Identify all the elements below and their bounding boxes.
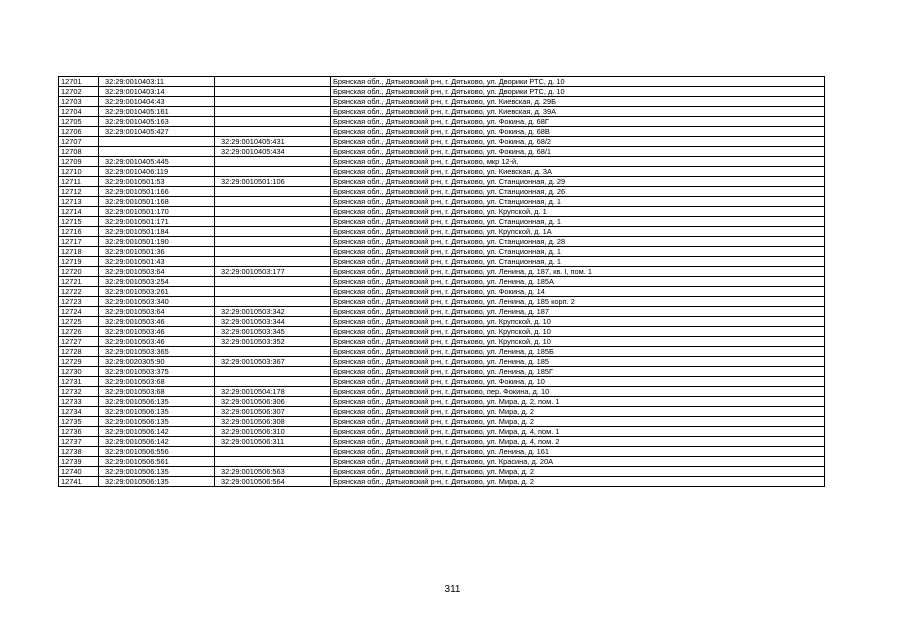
linked-cadastral-number-cell: 32:29:0010405:431 (215, 137, 331, 147)
address-cell: Брянская обл., Дятьковский р-н, г. Дятьково, ул. Дворики РТС, д. 10 (331, 87, 825, 97)
linked-cadastral-number-cell (215, 457, 331, 467)
table-row (59, 207, 825, 217)
row-number-cell: 12722 (59, 287, 99, 297)
row-number-cell: 12703 (59, 97, 99, 107)
address-cell: Брянская обл., Дятьковский р-н, г. Дятьково, ул. Дворики РТС, д. 10 (331, 77, 825, 87)
address-cell: Брянская обл., Дятьковский р-н, г. Дятьково, ул. Фокина, д. 68/2 (331, 137, 825, 147)
cadastral-number-cell: 32:29:0010406:119 (99, 167, 215, 177)
address-cell: Брянская обл., Дятьковский р-н, г. Дятьково, ул. Мира, д. 2 (331, 407, 825, 417)
table-row (59, 197, 825, 207)
linked-cadastral-number-cell: 32:29:0010503:352 (215, 337, 331, 347)
linked-cadastral-number-cell (215, 117, 331, 127)
cadastral-number-cell: 32:29:0010503:46 (99, 337, 215, 347)
table-row (59, 297, 825, 307)
registry-table (58, 76, 825, 487)
address-cell: Брянская обл., Дятьковский р-н, г. Дятьково, ул. Крупской, д. 1 (331, 207, 825, 217)
row-number-cell: 12741 (59, 477, 99, 487)
row-number-cell: 12711 (59, 177, 99, 187)
row-number-cell: 12721 (59, 277, 99, 287)
linked-cadastral-number-cell: 32:29:0010506:306 (215, 397, 331, 407)
table-row (59, 337, 825, 347)
table-row (59, 277, 825, 287)
cadastral-number-cell: 32:29:0010506:135 (99, 407, 215, 417)
cadastral-number-cell: 32:29:0010506:561 (99, 457, 215, 467)
table-row (59, 477, 825, 487)
cadastral-number-cell: 32:29:0010503:64 (99, 267, 215, 277)
linked-cadastral-number-cell: 32:29:0010506:310 (215, 427, 331, 437)
linked-cadastral-number-cell (215, 107, 331, 117)
linked-cadastral-number-cell: 32:29:0010405:434 (215, 147, 331, 157)
cadastral-number-cell: 32:29:0010506:135 (99, 477, 215, 487)
linked-cadastral-number-cell (215, 157, 331, 167)
table-row (59, 227, 825, 237)
address-cell: Брянская обл., Дятьковский р-н, г. Дятьково, ул. Станционная, д. 28 (331, 237, 825, 247)
row-number-cell: 12713 (59, 197, 99, 207)
address-cell: Брянская обл., Дятьковский р-н, г. Дятьково, ул. Ленина, д. 185Б (331, 347, 825, 357)
linked-cadastral-number-cell: 32:29:0010503:177 (215, 267, 331, 277)
cadastral-number-cell: 32:29:0010403:11 (99, 77, 215, 87)
address-cell: Брянская обл., Дятьковский р-н, г. Дятьково, ул. Станционная, д. 1 (331, 257, 825, 267)
linked-cadastral-number-cell (215, 347, 331, 357)
address-cell: Брянская обл., Дятьковский р-н, г. Дятьково, ул. Ленина, д. 185А (331, 277, 825, 287)
cadastral-number-cell: 32:29:0010503:64 (99, 307, 215, 317)
cadastral-number-cell (99, 137, 215, 147)
row-number-cell: 12708 (59, 147, 99, 157)
linked-cadastral-number-cell: 32:29:0010506:311 (215, 437, 331, 447)
address-cell: Брянская обл., Дятьковский р-н, г. Дятьково, ул. Фокина, д. 10 (331, 377, 825, 387)
row-number-cell: 12723 (59, 297, 99, 307)
cadastral-number-cell: 32:29:0010405:445 (99, 157, 215, 167)
row-number-cell: 12732 (59, 387, 99, 397)
cadastral-number-cell: 32:29:0010506:142 (99, 437, 215, 447)
linked-cadastral-number-cell (215, 377, 331, 387)
address-cell: Брянская обл., Дятьковский р-н, г. Дятьково, ул. Станционная, д. 1 (331, 197, 825, 207)
linked-cadastral-number-cell (215, 77, 331, 87)
cadastral-number-cell: 32:29:0010404:43 (99, 97, 215, 107)
cadastral-number-cell: 32:29:0010405:161 (99, 107, 215, 117)
linked-cadastral-number-cell (215, 257, 331, 267)
cadastral-number-cell: 32:29:0010501:36 (99, 247, 215, 257)
linked-cadastral-number-cell: 32:29:0010506:307 (215, 407, 331, 417)
linked-cadastral-number-cell (215, 127, 331, 137)
row-number-cell: 12706 (59, 127, 99, 137)
page-number: 311 (444, 584, 461, 595)
row-number-cell: 12737 (59, 437, 99, 447)
linked-cadastral-number-cell (215, 227, 331, 237)
table-row (59, 347, 825, 357)
address-cell: Брянская обл., Дятьковский р-н, г. Дятьково, ул. Ленина, д. 187, кв. I, пом. 1 (331, 267, 825, 277)
row-number-cell: 12729 (59, 357, 99, 367)
table-row (59, 247, 825, 257)
row-number-cell: 12705 (59, 117, 99, 127)
row-number-cell: 12717 (59, 237, 99, 247)
table-row (59, 77, 825, 87)
address-cell: Брянская обл., Дятьковский р-н, г. Дятьково, ул. Крупской, д. 1А (331, 227, 825, 237)
linked-cadastral-number-cell (215, 237, 331, 247)
linked-cadastral-number-cell (215, 287, 331, 297)
cadastral-number-cell: 32:29:0020305:90 (99, 357, 215, 367)
table-row (59, 177, 825, 187)
cadastral-number-cell: 32:29:0010506:556 (99, 447, 215, 457)
cadastral-number-cell: 32:29:0010503:46 (99, 317, 215, 327)
table-row (59, 437, 825, 447)
cadastral-number-cell: 32:29:0010506:135 (99, 397, 215, 407)
cadastral-number-cell: 32:29:0010506:142 (99, 427, 215, 437)
address-cell: Брянская обл., Дятьковский р-н, г. Дятьково, ул. Мира, д. 2 (331, 417, 825, 427)
linked-cadastral-number-cell: 32:29:0010504:178 (215, 387, 331, 397)
linked-cadastral-number-cell (215, 247, 331, 257)
row-number-cell: 12710 (59, 167, 99, 177)
cadastral-number-cell: 32:29:0010403:14 (99, 87, 215, 97)
table-row (59, 137, 825, 147)
registry-table-body (59, 77, 825, 487)
address-cell: Брянская обл., Дятьковский р-н, г. Дятьково, ул. Ленина, д. 185 (331, 357, 825, 367)
address-cell: Брянская обл., Дятьковский р-н, г. Дятьково, ул. Мира, д. 2, пом. 1 (331, 397, 825, 407)
cadastral-number-cell: 32:29:0010503:375 (99, 367, 215, 377)
row-number-cell: 12712 (59, 187, 99, 197)
table-row (59, 237, 825, 247)
address-cell: Брянская обл., Дятьковский р-н, г. Дятьково, ул. Киевская, д. 39А (331, 107, 825, 117)
row-number-cell: 12719 (59, 257, 99, 267)
linked-cadastral-number-cell: 32:29:0010503:367 (215, 357, 331, 367)
table-row (59, 147, 825, 157)
address-cell: Брянская обл., Дятьковский р-н, г. Дятьково, ул. Фокина, д. 68Г (331, 117, 825, 127)
address-cell: Брянская обл., Дятьковский р-н, г. Дятьково, ул. Мира, д. 4, пом. 2 (331, 437, 825, 447)
table-row (59, 397, 825, 407)
linked-cadastral-number-cell (215, 277, 331, 287)
table-row (59, 357, 825, 367)
linked-cadastral-number-cell: 32:29:0010503:344 (215, 317, 331, 327)
table-row (59, 107, 825, 117)
address-cell: Брянская обл., Дятьковский р-н, г. Дятьково, ул. Крупской, д. 10 (331, 317, 825, 327)
row-number-cell: 12716 (59, 227, 99, 237)
address-cell: Брянская обл., Дятьковский р-н, г. Дятьково, ул. Красина, д. 20А (331, 457, 825, 467)
address-cell: Брянская обл., Дятьковский р-н, г. Дятьково, ул. Фокина, д. 14 (331, 287, 825, 297)
linked-cadastral-number-cell (215, 197, 331, 207)
table-row (59, 187, 825, 197)
address-cell: Брянская обл., Дятьковский р-н, г. Дятьково, пер. Фокина, д. 10 (331, 387, 825, 397)
table-row (59, 467, 825, 477)
table-row (59, 447, 825, 457)
row-number-cell: 12740 (59, 467, 99, 477)
cadastral-number-cell: 32:29:0010405:427 (99, 127, 215, 137)
table-row (59, 327, 825, 337)
cadastral-number-cell: 32:29:0010501:171 (99, 217, 215, 227)
linked-cadastral-number-cell (215, 87, 331, 97)
row-number-cell: 12736 (59, 427, 99, 437)
address-cell: Брянская обл., Дятьковский р-н, г. Дятьково, ул. Станционная, д. 26 (331, 187, 825, 197)
table-row (59, 217, 825, 227)
row-number-cell: 12734 (59, 407, 99, 417)
row-number-cell: 12725 (59, 317, 99, 327)
row-number-cell: 12718 (59, 247, 99, 257)
linked-cadastral-number-cell (215, 167, 331, 177)
linked-cadastral-number-cell: 32:29:0010501:106 (215, 177, 331, 187)
row-number-cell: 12704 (59, 107, 99, 117)
cadastral-number-cell: 32:29:0010506:135 (99, 417, 215, 427)
row-number-cell: 12707 (59, 137, 99, 147)
table-row (59, 257, 825, 267)
cadastral-number-cell: 32:29:0010503:261 (99, 287, 215, 297)
cadastral-number-cell: 32:29:0010503:46 (99, 327, 215, 337)
linked-cadastral-number-cell (215, 297, 331, 307)
table-row (59, 267, 825, 277)
table-row (59, 127, 825, 137)
cadastral-number-cell: 32:29:0010501:168 (99, 197, 215, 207)
address-cell: Брянская обл., Дятьковский р-н, г. Дятьково, ул. Станционная, д. 29 (331, 177, 825, 187)
table-row (59, 117, 825, 127)
cadastral-number-cell: 32:29:0010501:43 (99, 257, 215, 267)
row-number-cell: 12724 (59, 307, 99, 317)
row-number-cell: 12709 (59, 157, 99, 167)
table-row (59, 387, 825, 397)
cadastral-number-cell (99, 147, 215, 157)
row-number-cell: 12731 (59, 377, 99, 387)
table-row (59, 457, 825, 467)
linked-cadastral-number-cell (215, 447, 331, 457)
linked-cadastral-number-cell (215, 217, 331, 227)
row-number-cell: 12728 (59, 347, 99, 357)
table-row (59, 87, 825, 97)
table-row (59, 407, 825, 417)
cadastral-number-cell: 32:29:0010503:365 (99, 347, 215, 357)
cadastral-number-cell: 32:29:0010503:68 (99, 377, 215, 387)
address-cell: Брянская обл., Дятьковский р-н, г. Дятьково, ул. Киевская, д. 3А (331, 167, 825, 177)
linked-cadastral-number-cell: 32:29:0010506:564 (215, 477, 331, 487)
linked-cadastral-number-cell: 32:29:0010503:345 (215, 327, 331, 337)
cadastral-number-cell: 32:29:0010506:135 (99, 467, 215, 477)
row-number-cell: 12735 (59, 417, 99, 427)
table-row (59, 97, 825, 107)
table-row (59, 367, 825, 377)
address-cell: Брянская обл., Дятьковский р-н, г. Дятьково, ул. Крупской, д. 10 (331, 337, 825, 347)
table-row (59, 377, 825, 387)
address-cell: Брянская обл., Дятьковский р-н, г. Дятьково, мкр 12-й, (331, 157, 825, 167)
address-cell: Брянская обл., Дятьковский р-н, г. Дятьково, ул. Ленина, д. 185Г (331, 367, 825, 377)
table-row (59, 167, 825, 177)
linked-cadastral-number-cell: 32:29:0010503:342 (215, 307, 331, 317)
cadastral-number-cell: 32:29:0010503:254 (99, 277, 215, 287)
cadastral-number-cell: 32:29:0010501:53 (99, 177, 215, 187)
row-number-cell: 12727 (59, 337, 99, 347)
table-row (59, 427, 825, 437)
row-number-cell: 12726 (59, 327, 99, 337)
linked-cadastral-number-cell: 32:29:0010506:308 (215, 417, 331, 427)
table-row (59, 417, 825, 427)
cadastral-number-cell: 32:29:0010501:170 (99, 207, 215, 217)
row-number-cell: 12739 (59, 457, 99, 467)
cadastral-number-cell: 32:29:0010503:340 (99, 297, 215, 307)
row-number-cell: 12715 (59, 217, 99, 227)
row-number-cell: 12701 (59, 77, 99, 87)
row-number-cell: 12730 (59, 367, 99, 377)
table-row (59, 307, 825, 317)
table-row (59, 287, 825, 297)
address-cell: Брянская обл., Дятьковский р-н, г. Дятьково, ул. Киевская, д. 29Б (331, 97, 825, 107)
cadastral-number-cell: 32:29:0010501:166 (99, 187, 215, 197)
linked-cadastral-number-cell (215, 367, 331, 377)
address-cell: Брянская обл., Дятьковский р-н, г. Дятьково, ул. Ленина, д. 161 (331, 447, 825, 457)
row-number-cell: 12733 (59, 397, 99, 407)
linked-cadastral-number-cell: 32:29:0010506:563 (215, 467, 331, 477)
row-number-cell: 12738 (59, 447, 99, 457)
cadastral-number-cell: 32:29:0010503:68 (99, 387, 215, 397)
table-row (59, 157, 825, 167)
cadastral-number-cell: 32:29:0010501:190 (99, 237, 215, 247)
linked-cadastral-number-cell (215, 207, 331, 217)
cadastral-number-cell: 32:29:0010405:163 (99, 117, 215, 127)
address-cell: Брянская обл., Дятьковский р-н, г. Дятьково, ул. Мира, д. 2 (331, 477, 825, 487)
address-cell: Брянская обл., Дятьковский р-н, г. Дятьково, ул. Ленина, д. 185 корп. 2 (331, 297, 825, 307)
table-row (59, 317, 825, 327)
address-cell: Брянская обл., Дятьковский р-н, г. Дятьково, ул. Станционная, д. 1 (331, 247, 825, 257)
address-cell: Брянская обл., Дятьковский р-н, г. Дятьково, ул. Крупской, д. 10 (331, 327, 825, 337)
row-number-cell: 12714 (59, 207, 99, 217)
address-cell: Брянская обл., Дятьковский р-н, г. Дятьково, ул. Станционная, д. 1 (331, 217, 825, 227)
address-cell: Брянская обл., Дятьковский р-н, г. Дятьково, ул. Ленина, д. 187 (331, 307, 825, 317)
linked-cadastral-number-cell (215, 187, 331, 197)
row-number-cell: 12720 (59, 267, 99, 277)
address-cell: Брянская обл., Дятьковский р-н, г. Дятьково, ул. Фокина, д. 68В (331, 127, 825, 137)
linked-cadastral-number-cell (215, 97, 331, 107)
row-number-cell: 12702 (59, 87, 99, 97)
address-cell: Брянская обл., Дятьковский р-н, г. Дятьково, ул. Фокина, д. 68/1 (331, 147, 825, 157)
cadastral-number-cell: 32:29:0010501:184 (99, 227, 215, 237)
address-cell: Брянская обл., Дятьковский р-н, г. Дятьково, ул. Мира, д. 2 (331, 467, 825, 477)
address-cell: Брянская обл., Дятьковский р-н, г. Дятьково, ул. Мира, д. 4, пом. 1 (331, 427, 825, 437)
